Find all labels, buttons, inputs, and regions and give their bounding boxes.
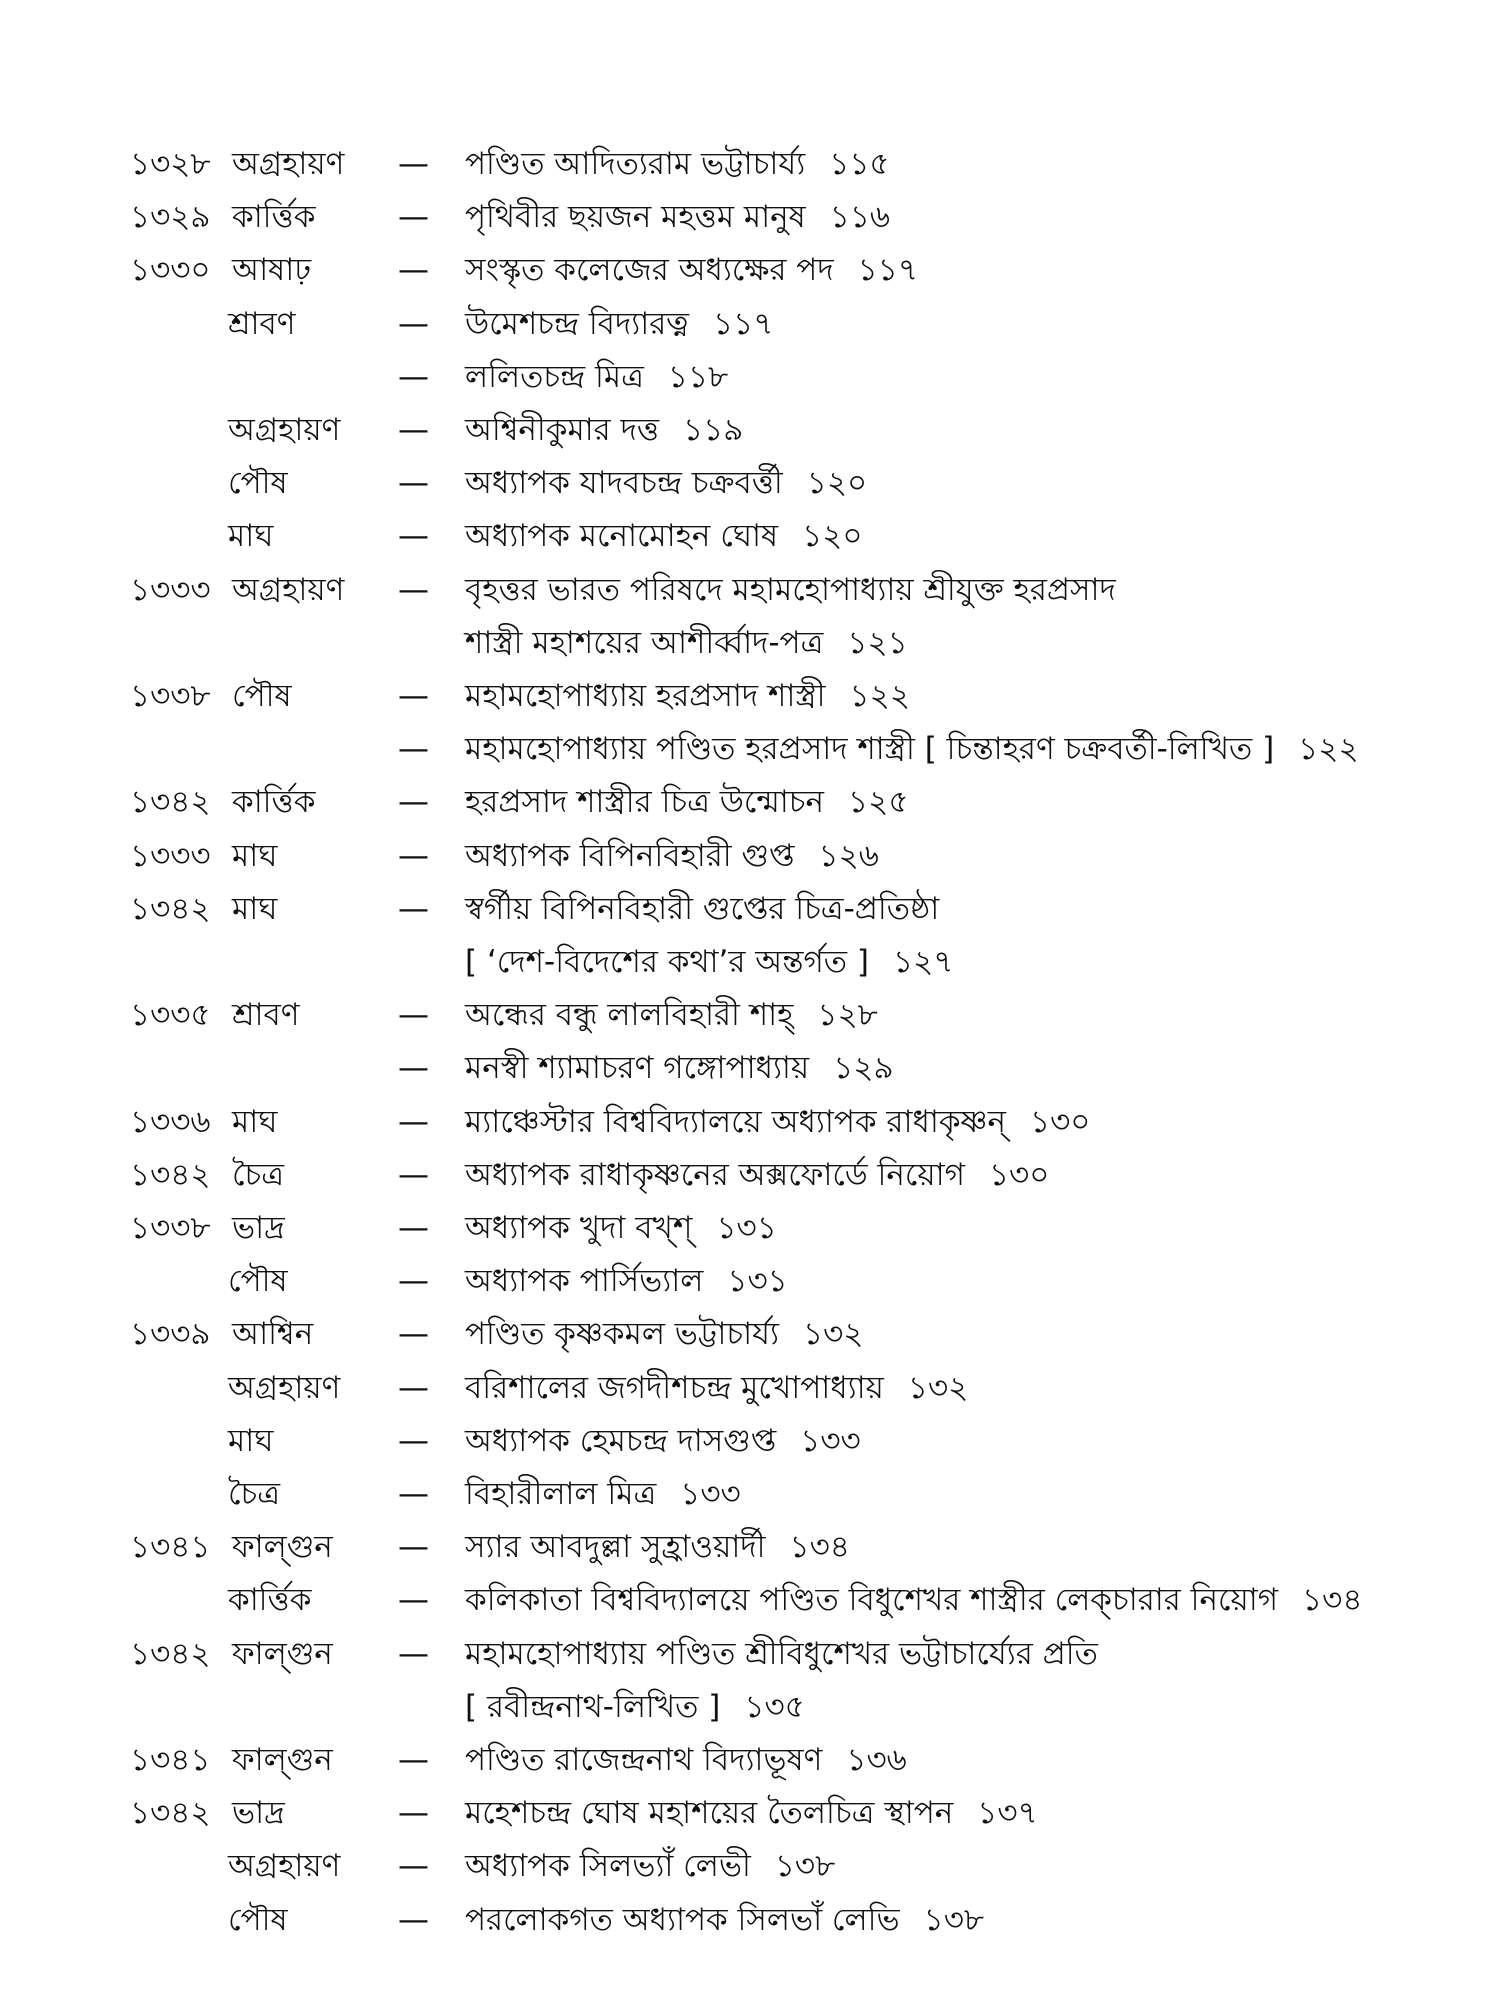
entry-title <box>465 1042 894 1094</box>
entry-title-text: অধ্যাপক যাদবচন্দ্র চক্রবর্ত্তী <box>465 465 783 502</box>
entry-year: ১৩৪২ <box>130 1795 211 1832</box>
entry-year: ১৩৩৫ <box>130 997 211 1034</box>
entry-title-text: অধ্যাপক পার্সিভ্যাল <box>465 1263 704 1300</box>
entry-month: ভাদ্র <box>232 1210 285 1246</box>
entry-page-number: ১১৯ <box>683 412 744 448</box>
entry-title <box>465 989 878 1041</box>
entry-year: ১৩৩৮ <box>130 1210 211 1246</box>
entry-title-text: অধ্যাপক হেমচন্দ্র দাসগুপ্ত <box>465 1422 777 1459</box>
contents-entry <box>0 1042 1500 1094</box>
entry-dash: — <box>398 731 429 768</box>
entry-page-number: ১১৬ <box>829 199 891 236</box>
entry-month: কার্ত্তিক <box>232 784 316 821</box>
entry-year: ১৩২৮ <box>130 146 211 182</box>
entry-title <box>465 1415 861 1467</box>
entry-title-text: ম্যাঞ্চেস্টার বিশ্ববিদ্যালয়ে অধ্যাপক রাধাকৃষ্ণন্ <box>465 1103 1006 1140</box>
entry-dash: — <box>398 1476 429 1512</box>
contents-entry <box>0 510 1500 562</box>
entry-page-number: ১৩৮ <box>774 1848 836 1885</box>
entry-title-text: [ রবীন্দ্রনাথ-লিখিত ] <box>465 1688 721 1725</box>
entry-title-text: স্বর্গীয় বিপিনবিহারী গুপ্তের চিত্র-প্রতিষ্ঠা <box>465 890 940 927</box>
entry-title <box>465 1734 907 1786</box>
entry-title <box>465 830 879 882</box>
entry-title <box>465 1574 1362 1626</box>
entry-year: ১৩৪১ <box>130 1529 211 1566</box>
entry-month: মাঘ <box>232 890 278 927</box>
entry-title-text: পণ্ডিত আদিত্যরাম ভট্টাচার্য্য <box>465 146 806 182</box>
contents-entry <box>0 883 1500 935</box>
entry-month: ভাদ্র <box>232 1795 285 1832</box>
entry-page-number: ১১৮ <box>667 358 729 395</box>
entry-dash: — <box>398 1742 429 1778</box>
entry-dash: — <box>398 1050 429 1087</box>
entry-dash: — <box>398 784 429 821</box>
entry-title <box>465 776 908 828</box>
contents-entry <box>0 1096 1500 1148</box>
entry-page-number: ১১৭ <box>857 252 919 289</box>
contents-entry <box>0 1415 1500 1467</box>
entry-dash: — <box>398 1210 429 1246</box>
entry-year: ১৩৩৯ <box>130 1316 211 1353</box>
entry-page-number: ১২০ <box>802 518 863 555</box>
entry-title <box>465 723 1359 775</box>
entry-page-number: ১৩৫ <box>744 1688 805 1725</box>
entry-month: অগ্রহায়ণ <box>232 146 345 182</box>
entry-month: পৌষ <box>228 1263 288 1300</box>
entry-month: পৌষ <box>232 678 292 714</box>
entry-title-text: অন্ধের বন্ধু লালবিহারী শাহ্ <box>465 997 794 1034</box>
entry-title-text: মহামহোপাধ্যায় পণ্ডিত শ্রীবিধুশেখর ভট্টাচার্য্যের প্রতি <box>465 1635 1098 1672</box>
entry-title <box>465 1468 741 1520</box>
entry-month: মাঘ <box>228 1422 274 1459</box>
entry-page-number: ১১৭ <box>713 305 774 342</box>
entry-year: ১৩৩৩ <box>130 571 211 608</box>
contents-entry <box>0 564 1500 616</box>
entry-year: ১৩৪১ <box>130 1742 211 1778</box>
entry-dash: — <box>398 571 429 608</box>
entry-month: চৈত্র <box>232 1156 285 1193</box>
contents-entry <box>0 404 1500 456</box>
entry-page-number: ১৩২ <box>803 1316 864 1353</box>
entry-title-text: সংস্কৃত কলেজের অধ্যক্ষের পদ <box>465 252 834 289</box>
entry-dash: — <box>398 305 429 342</box>
entry-title-text: উমেশচন্দ্র বিদ্যারত্ন <box>465 305 689 342</box>
contents-entry <box>0 457 1500 509</box>
entry-dash: — <box>398 1529 429 1566</box>
entry-page-number: ১৩৭ <box>977 1795 1038 1832</box>
entry-dash: — <box>398 1582 429 1619</box>
entry-title <box>465 1255 788 1307</box>
entry-page-number: ১৩৮ <box>923 1901 984 1938</box>
entry-title-text: পণ্ডিত রাজেন্দ্রনাথ বিদ্যাভূষণ <box>465 1742 823 1778</box>
entry-title <box>465 244 918 296</box>
entry-title <box>465 457 867 509</box>
entry-month: মাঘ <box>232 837 278 874</box>
entry-dash: — <box>398 1901 429 1938</box>
entry-month: ফাল্গুন <box>232 1529 333 1566</box>
entry-page-number: ১৩১ <box>727 1263 788 1300</box>
entry-month: অগ্রহায়ণ <box>232 571 345 608</box>
contents-entry <box>0 1521 1500 1573</box>
entry-page-number: ১২২ <box>1298 731 1359 768</box>
entry-title <box>465 617 908 669</box>
contents-entry <box>0 191 1500 243</box>
entry-dash: — <box>398 890 429 927</box>
contents-entry <box>0 1202 1500 1254</box>
entry-year: ১৩৩০ <box>130 252 211 289</box>
entry-dash: — <box>398 1635 429 1672</box>
entry-month: পৌষ <box>228 465 288 502</box>
entry-title <box>465 1787 1038 1839</box>
entry-title <box>465 670 910 722</box>
entry-title <box>465 298 773 350</box>
entry-title <box>465 404 743 456</box>
entry-page-number: ১৩৩ <box>800 1422 861 1459</box>
contents-entry <box>0 723 1500 775</box>
entry-dash: — <box>398 678 429 714</box>
entry-title <box>465 1840 835 1892</box>
entry-dash: — <box>398 1848 429 1885</box>
entry-title-text: অধ্যাপক মনোমোহন ঘোষ <box>465 518 779 555</box>
contents-entry <box>0 1734 1500 1786</box>
entry-title-text: পরলোকগত অধ্যাপক সিলভাঁ লেভি <box>465 1901 900 1938</box>
contents-entry <box>0 1894 1500 1946</box>
entry-title <box>465 1894 984 1946</box>
entry-page-number: ১৩৪ <box>1302 1582 1363 1619</box>
contents-entry <box>0 830 1500 882</box>
entry-month: অগ্রহায়ণ <box>228 412 341 448</box>
entry-dash: — <box>398 412 429 448</box>
contents-entry <box>0 351 1500 403</box>
entry-title <box>465 1362 968 1414</box>
entry-title-text: পণ্ডিত কৃষ্ণকমল ভট্টাচার্য্য <box>465 1316 779 1353</box>
entry-title <box>465 1096 1090 1148</box>
entry-dash: — <box>398 358 429 395</box>
contents-entry <box>0 1787 1500 1839</box>
entry-year: ১৩৩৬ <box>130 1103 211 1140</box>
entry-page-number: ১২৭ <box>893 944 954 980</box>
entry-title-text: হরপ্রসাদ শাস্ত্রীর চিত্র উন্মোচন <box>465 784 825 821</box>
entry-dash: — <box>398 146 429 182</box>
entry-title <box>465 191 890 243</box>
entry-page-number: ১৩৬ <box>846 1742 907 1778</box>
entry-month: ফাল্গুন <box>232 1742 333 1778</box>
entry-title-text: বৃহত্তর ভারত পরিষদে মহামহোপাধ্যায় শ্রীযুক্ত হরপ্রসাদ <box>465 571 1116 608</box>
entry-month: শ্রাবণ <box>228 305 296 342</box>
entry-month: শ্রাবণ <box>232 997 300 1034</box>
entry-title-text: মহামহোপাধ্যায় হরপ্রসাদ শাস্ত্রী <box>465 678 826 714</box>
entry-title-text: বিহারীলাল মিত্র <box>465 1476 657 1512</box>
entry-page-number: ১৩১ <box>716 1210 777 1246</box>
entry-title-text: বরিশালের জগদীশচন্দ্র মুখোপাধ্যায় <box>465 1369 884 1406</box>
entry-page-number: ১৩০ <box>1029 1103 1091 1140</box>
entry-title-text: ললিতচন্দ্র মিত্র <box>465 358 644 395</box>
entry-dash: — <box>398 1369 429 1406</box>
contents-entry <box>0 1574 1500 1626</box>
contents-entry <box>0 298 1500 350</box>
entry-title <box>465 1681 805 1733</box>
entry-page-number: ১২২ <box>849 678 910 714</box>
entry-month: মাঘ <box>228 518 274 555</box>
contents-entry <box>0 1468 1500 1520</box>
entry-dash: — <box>398 518 429 555</box>
entry-title-text: অধ্যাপক সিলভ্যাঁ লেভী <box>465 1848 751 1885</box>
entry-title <box>465 1628 1122 1680</box>
entry-month: কার্ত্তিক <box>232 199 316 236</box>
entry-dash: — <box>398 199 429 236</box>
entry-title-text: মনস্বী শ্যামাচরণ গঙ্গোপাধ্যায় <box>465 1050 810 1087</box>
entry-title-text: অধ্যাপক রাধাকৃষ্ণনের অক্সফোর্ডে নিয়োগ <box>465 1156 965 1193</box>
entry-month: কার্ত্তিক <box>228 1582 312 1619</box>
entry-title <box>465 351 728 403</box>
entry-year: ১৩৪২ <box>130 890 211 927</box>
entry-month: অগ্রহায়ণ <box>228 1848 341 1885</box>
entry-page-number: ১২৯ <box>833 1050 894 1087</box>
entry-page-number: ১২৬ <box>818 837 879 874</box>
entry-month: আশ্বিন <box>232 1316 314 1353</box>
entry-month: আষাঢ় <box>232 252 312 289</box>
entry-title-text: স্যার আবদুল্লা সুহ্রাওয়ার্দী <box>465 1529 766 1566</box>
entry-month: অগ্রহায়ণ <box>228 1369 341 1406</box>
entry-dash: — <box>398 1103 429 1140</box>
contents-entry <box>0 617 1500 669</box>
entry-title-text: শাস্ত্রী মহাশয়ের আশীর্ব্বাদ-পত্র <box>465 624 824 661</box>
contents-entry <box>0 989 1500 1041</box>
entry-title-text: কলিকাতা বিশ্ববিদ্যালয়ে পণ্ডিত বিধুশেখর শাস্ত্রীর লেক্‌চারার নিয়োগ <box>465 1582 1279 1619</box>
entry-page-number: ১৩৪ <box>789 1529 850 1566</box>
contents-entry <box>0 138 1500 190</box>
contents-entry <box>0 1840 1500 1892</box>
entry-dash: — <box>398 1795 429 1832</box>
contents-entry <box>0 776 1500 828</box>
contents-entry <box>0 1628 1500 1680</box>
entry-title-text: অধ্যাপক বিপিনবিহারী গুপ্ত <box>465 837 795 874</box>
entry-title <box>465 510 863 562</box>
entry-year: ১৩৪২ <box>130 784 211 821</box>
entry-title <box>465 936 953 988</box>
entry-year: ১৩৪২ <box>130 1156 211 1193</box>
entry-year: ১৩২৯ <box>130 199 211 236</box>
entry-title <box>465 1202 777 1254</box>
entry-title-text: [ ‘দেশ-বিদেশের কথা’র অন্তর্গত ] <box>465 944 870 980</box>
contents-entry <box>0 1681 1500 1733</box>
contents-entry <box>0 1362 1500 1414</box>
entry-page-number: ১৩০ <box>988 1156 1050 1193</box>
entry-dash: — <box>398 252 429 289</box>
entry-dash: — <box>398 1156 429 1193</box>
entry-title <box>465 138 890 190</box>
entry-year: ১৩৩৩ <box>130 837 211 874</box>
entry-title-text: পৃথিবীর ছয়জন মহত্তম মানুষ <box>465 199 806 236</box>
entry-month: ফাল্গুন <box>232 1635 333 1672</box>
entry-page-number: ১২০ <box>806 465 868 502</box>
entry-dash: — <box>398 837 429 874</box>
entry-page-number: ১২৫ <box>848 784 909 821</box>
entry-month: মাঘ <box>232 1103 278 1140</box>
entry-page-number: ১৩৩ <box>680 1476 741 1512</box>
entry-title-text: অধ্যাপক খুদা বখ্শ্ <box>465 1210 693 1246</box>
entry-title <box>465 1149 1049 1201</box>
entry-year: ১৩৪২ <box>130 1635 211 1672</box>
contents-entry <box>0 244 1500 296</box>
entry-title <box>465 564 1140 616</box>
entry-title-text: অশ্বিনীকুমার দত্ত <box>465 412 660 448</box>
entry-dash: — <box>398 1316 429 1353</box>
entry-year: ১৩৩৮ <box>130 678 211 714</box>
entry-dash: — <box>398 1422 429 1459</box>
entry-title <box>465 883 963 935</box>
entry-title <box>465 1308 863 1360</box>
entry-title <box>465 1521 850 1573</box>
entry-page-number: ১২৮ <box>817 997 878 1034</box>
contents-entry <box>0 1308 1500 1360</box>
entry-page-number: ১১৫ <box>829 146 890 182</box>
entry-title-text: মহামহোপাধ্যায় পণ্ডিত হরপ্রসাদ শাস্ত্রী [ চিন্তাহরণ চক্রবর্তী-লিখিত ] <box>465 731 1275 768</box>
entry-page-number: ১৩২ <box>907 1369 969 1406</box>
contents-entry <box>0 1255 1500 1307</box>
contents-entry <box>0 1149 1500 1201</box>
entry-dash: — <box>398 1263 429 1300</box>
contents-entry <box>0 670 1500 722</box>
contents-entry <box>0 936 1500 988</box>
entry-month: চৈত্র <box>228 1476 281 1512</box>
entry-page-number: ১২১ <box>847 624 908 661</box>
entry-dash: — <box>398 465 429 502</box>
entry-title-text: মহেশচন্দ্র ঘোষ মহাশয়ের তৈলচিত্র স্থাপন <box>465 1795 954 1832</box>
entry-dash: — <box>398 997 429 1034</box>
entry-month: পৌষ <box>228 1901 288 1938</box>
